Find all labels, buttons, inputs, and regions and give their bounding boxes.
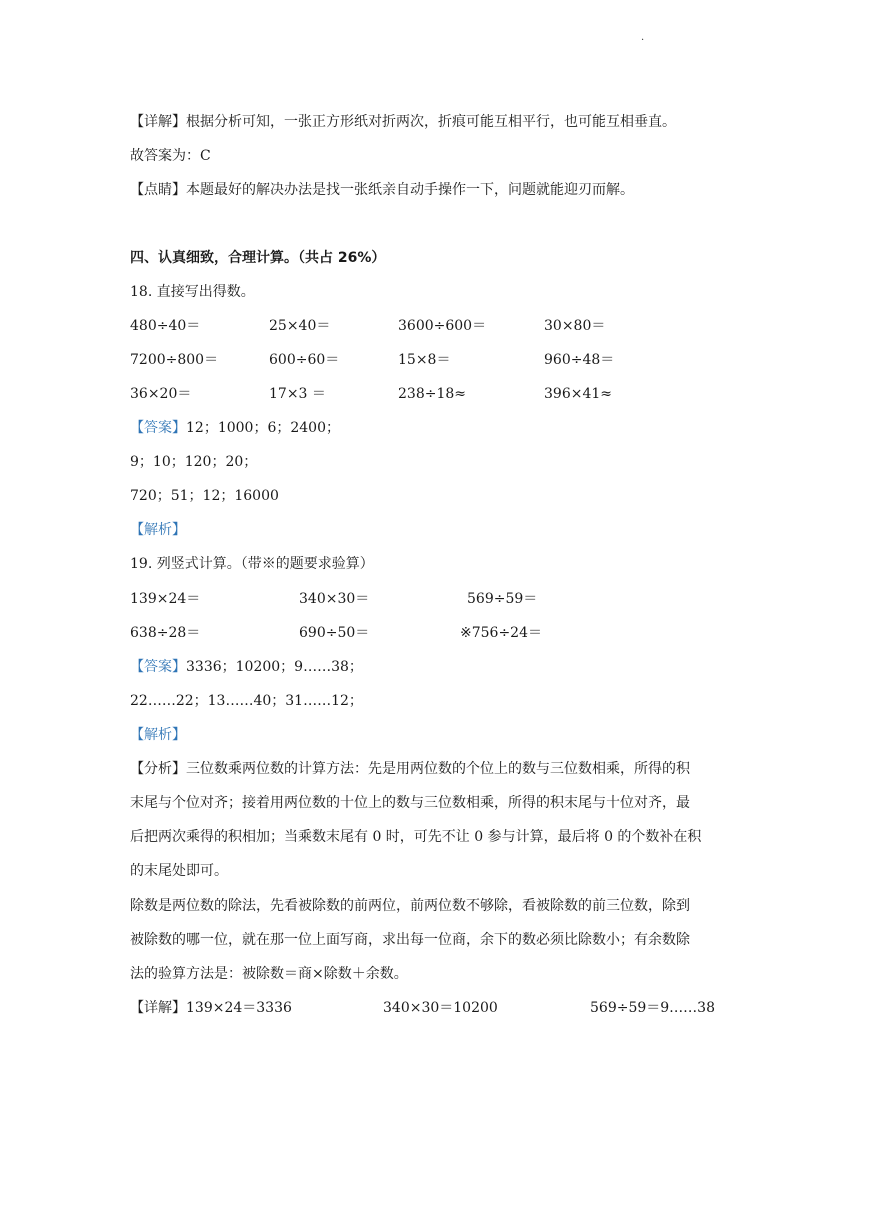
q19-answer-line (130, 657, 363, 677)
q18-prompt: 18. 直接写出得数。 (130, 284, 255, 300)
q18-item: 17×3 ＝ (269, 386, 326, 402)
q19-fenxi-label: 【分析】 (130, 761, 186, 777)
q19-fenxi-text: 三位数乘两位数的计算方法：先是用两位数的个位上的数与三位数相乘，所得的积 (186, 761, 690, 777)
q19-item: ※756÷24＝ (460, 625, 542, 641)
q18-item: 396×41≈ (544, 386, 612, 402)
q18-answer-line: 9；10；120；20； (130, 454, 258, 470)
q19-answer-line: 22……22；13……40；31……12； (130, 693, 363, 709)
q19-answer-text: 3336；10200；9……38； (186, 659, 363, 675)
q17-detail-line (130, 112, 676, 132)
q17-comment-label: 【点睛】 (130, 182, 186, 198)
q18-item: 960÷48＝ (544, 352, 615, 368)
q18-item: 600÷60＝ (269, 352, 340, 368)
q19-item: 690÷50＝ (299, 625, 370, 641)
q19-item: 569÷59＝ (467, 591, 538, 607)
q19-fenxi-line: 法的验算方法是：被除数＝商×除数＋余数。 (130, 966, 408, 982)
q19-item: 340×30＝ (299, 591, 370, 607)
q18-analysis-label: 【解析】 (130, 522, 186, 538)
q18-answer-text: 12；1000；6；2400； (186, 420, 340, 436)
q18-item: 25×40＝ (269, 318, 331, 334)
q19-fenxi-line: 末尾与个位对齐；接着用两位数的十位上的数与三位数相乘，所得的积末尾与十位对齐，最 (130, 795, 690, 811)
q19-detail-label: 【详解】 (130, 1000, 186, 1016)
q19-detail-line (130, 998, 292, 1018)
q18-answer-line (130, 418, 340, 438)
q17-comment-text: 本题最好的解决办法是找一张纸亲自动手操作一下，问题就能迎刃而解。 (186, 182, 634, 198)
q19-fenxi-line: 的末尾处即可。 (130, 863, 228, 879)
q19-fenxi-line: 被除数的哪一位，就在那一位上面写商，求出每一位商，余下的数必须比除数小；有余数除 (130, 932, 690, 948)
q19-item: 139×24＝ (130, 591, 201, 607)
q19-item: 638÷28＝ (130, 625, 201, 641)
q18-item: 238÷18≈ (398, 386, 466, 402)
q18-item: 30×80＝ (544, 318, 606, 334)
q19-prompt: 19. 列竖式计算。（带※的题要求验算） (130, 556, 374, 572)
q19-fenxi-line: 后把两次乘得的积相加；当乘数末尾有 0 时，可先不让 0 参与计算，最后将 0 的个数补在积 (130, 829, 702, 845)
q18-item: 36×20＝ (130, 386, 192, 402)
q19-analysis-label: 【解析】 (130, 727, 186, 743)
q17-detail-label: 【详解】 (130, 114, 186, 130)
q17-comment-line (130, 180, 634, 200)
q18-item: 3600÷600＝ (398, 318, 487, 334)
q19-detail-item: 569÷59＝9……38 (590, 1000, 715, 1016)
q19-fenxi-line (130, 759, 690, 779)
q19-answer-label: 【答案】 (130, 659, 186, 675)
q19-detail-item: 139×24＝3336 (186, 1000, 292, 1016)
q18-answer-line: 720；51；12；16000 (130, 488, 279, 504)
header-mark: . (641, 32, 645, 43)
section-4-title: 四、认真细致，合理计算。（共占 26%） (130, 250, 386, 266)
q17-detail-text: 根据分析可知，一张正方形纸对折两次，折痕可能互相平行，也可能互相垂直。 (186, 114, 676, 130)
q19-detail-item: 340×30＝10200 (383, 1000, 498, 1016)
q18-item: 15×8＝ (398, 352, 451, 368)
q19-fenxi-line: 除数是两位数的除法，先看被除数的前两位，前两位数不够除，看被除数的前三位数，除到 (130, 898, 690, 914)
q18-item: 7200÷800＝ (130, 352, 219, 368)
q18-item: 480÷40＝ (130, 318, 201, 334)
q18-answer-label: 【答案】 (130, 420, 186, 436)
q17-answer-line: 故答案为：C (130, 148, 211, 164)
